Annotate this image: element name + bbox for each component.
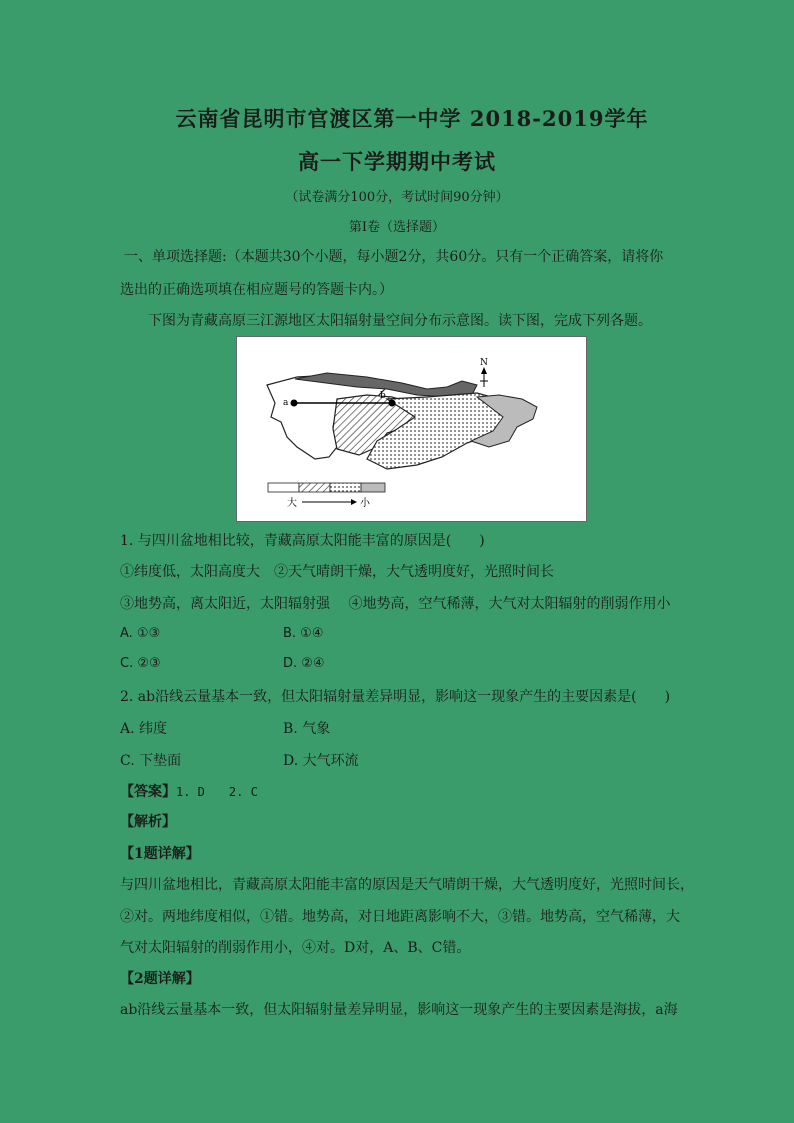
question-2-option-d: D. 大气环流 bbox=[283, 753, 359, 769]
exam-info: （试卷满分100分，考试时间90分钟） bbox=[285, 190, 509, 205]
q2-analysis-line-1: ab沿线云量基本一致，但太阳辐射量差异明显，影响这一现象产生的主要因素是海拔，a海 bbox=[120, 1002, 678, 1018]
legend-big-label: 大 bbox=[287, 498, 297, 509]
document-title-line1: 云南省昆明市官渡区第一中学 2018-2019学年 bbox=[175, 106, 649, 131]
q2-analysis-label: 【2题详解】 bbox=[120, 971, 200, 987]
north-arrow-icon bbox=[480, 367, 488, 387]
q1-analysis-line-2: ②对。两地纬度相似，①错。地势高，对日地距离影响不大，③错。地势高，空气稀薄，大 bbox=[120, 909, 680, 925]
question-1-option-c: C. ②③ bbox=[120, 656, 161, 671]
question-2-stem: 2. ab沿线云量基本一致，但太阳辐射量差异明显，影响这一现象产生的主要因素是( ) bbox=[120, 689, 671, 705]
solar-radiation-map bbox=[236, 336, 587, 522]
north-label: N bbox=[480, 358, 488, 368]
instructions-line1: 一、单项选择题:（本题共30个小题，每小题2分，共60分。只有一个正确答案，请将你 bbox=[124, 249, 664, 265]
question-1-option-a: A. ①③ bbox=[120, 626, 161, 641]
figure-intro: 下图为青藏高原三江源地区太阳辐射量空间分布示意图。读下图，完成下列各题。 bbox=[148, 313, 652, 329]
analysis-label: 【解析】 bbox=[120, 814, 176, 830]
q1-analysis-line-3: 气对太阳辐射的削弱作用小，④对。D对，A、B、C错。 bbox=[120, 940, 471, 956]
question-1-statement-1: ①纬度低，太阳高度大 ②天气晴朗干燥，大气透明度好，光照时间长 bbox=[120, 564, 554, 580]
question-1-statement-2: ③地势高，离太阳近，太阳辐射强 ④地势高，空气稀薄，大气对太阳辐射的削弱作用小 bbox=[120, 596, 671, 612]
question-1-option-d: D. ②④ bbox=[283, 656, 325, 671]
instructions-line2: 选出的正确选项填在相应题号的答题卡内。） bbox=[120, 282, 393, 298]
point-b-label: b bbox=[380, 391, 386, 401]
question-1-option-b: B. ①④ bbox=[283, 626, 324, 641]
point-b-marker bbox=[389, 400, 396, 407]
legend-bar bbox=[268, 483, 385, 492]
question-2-option-b: B. 气象 bbox=[283, 721, 331, 737]
legend-small-label: 小 bbox=[360, 498, 370, 509]
answer-label: 【答案】 bbox=[120, 784, 176, 800]
answer-text: 1. D 2. C bbox=[176, 785, 258, 799]
q1-analysis-label: 【1题详解】 bbox=[120, 846, 200, 862]
volume-heading: 第Ⅰ卷（选择题） bbox=[348, 220, 446, 235]
question-2-option-a: A. 纬度 bbox=[120, 721, 168, 737]
question-1-stem: 1. 与四川盆地相比较，青藏高原太阳能丰富的原因是( ) bbox=[120, 533, 485, 549]
answer-row bbox=[120, 781, 258, 801]
point-a-marker bbox=[291, 400, 298, 407]
point-a-label: a bbox=[283, 398, 289, 408]
document-title-line2: 高一下学期期中考试 bbox=[298, 149, 496, 174]
q1-analysis-line-1: 与四川盆地相比，青藏高原太阳能丰富的原因是天气晴朗干燥，大气透明度好，光照时间长， bbox=[120, 877, 694, 893]
question-2-option-c: C. 下垫面 bbox=[120, 753, 182, 769]
